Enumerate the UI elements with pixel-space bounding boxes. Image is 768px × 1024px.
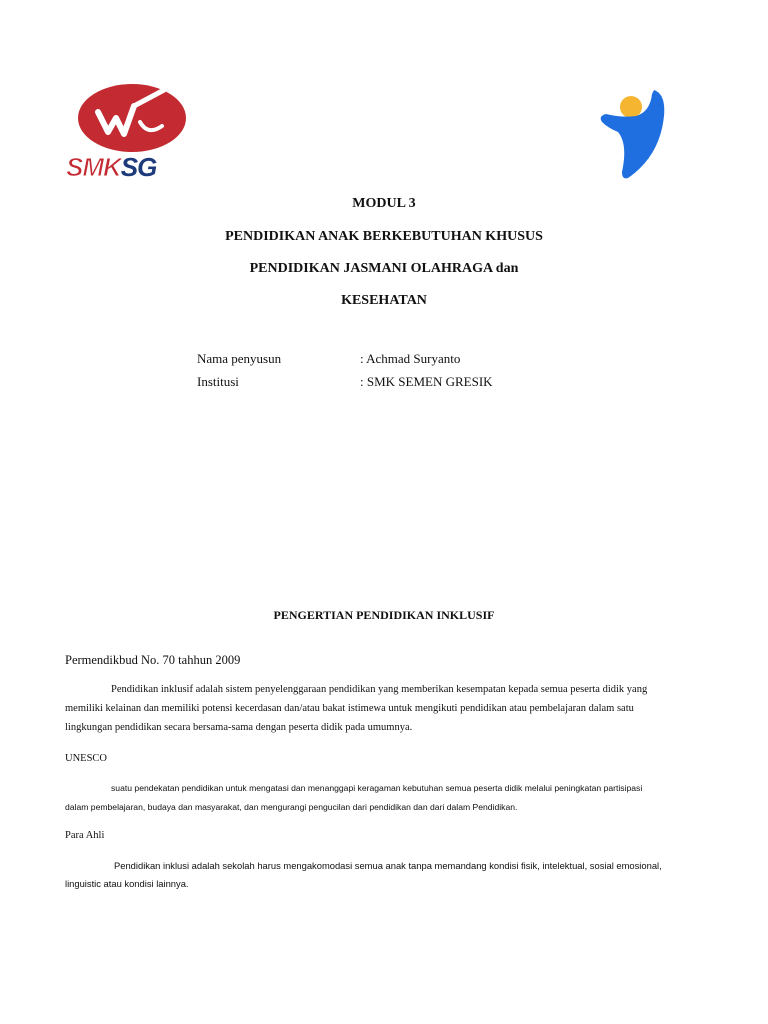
para-ahli-line-2: linguistic atau kondisi lainnya. — [65, 878, 189, 889]
smksg-wordmark-smk: SMK — [66, 152, 121, 182]
header-line-1: PENDIDIKAN ANAK BERKEBUTUHAN KHUSUS — [225, 229, 543, 244]
author-label: Nama penyusun — [197, 351, 282, 366]
smksg-wordmark-sg: SG — [120, 152, 157, 182]
figure-logo — [598, 86, 670, 182]
smksg-logo — [64, 82, 196, 184]
permendikbud-line-3: lingkungan pendidikan secara bersama-sama dengan peserta didik pada umumnya. — [65, 722, 413, 733]
section-title: PENGERTIAN PENDIDIKAN INKLUSIF — [273, 608, 495, 622]
unesco-heading: UNESCO — [65, 753, 108, 764]
unesco-line-1: suatu pendekatan pendidikan untuk mengatasi dan menanggapi keragaman kebutuhan semua peserta didik melalui peningkatan partisipasi — [111, 783, 643, 793]
header-line-2: PENDIDIKAN JASMANI OLAHRAGA dan — [249, 261, 519, 276]
permendikbud-line-1: Pendidikan inklusif adalah sistem penyelenggaraan pendidikan yang memberikan kesempatan kepada semua peserta didik yang — [111, 684, 648, 695]
institution-label: Institusi — [197, 374, 239, 389]
permendikbud-line-2: memiliki kelainan dan memiliki potensi kecerdasan dan/atau bakat istimewa untuk mengikuti pendidikan atau pembelajaran dalam satu — [65, 703, 634, 714]
institution-value: : SMK SEMEN GRESIK — [360, 374, 493, 389]
para-ahli-heading: Para Ahli — [65, 830, 105, 841]
permendikbud-heading: Permendikbud No. 70 tahhun 2009 — [65, 653, 241, 667]
figure-logo-graphic — [598, 86, 670, 182]
header-line-3: KESEHATAN — [341, 293, 427, 308]
modul-title: MODUL 3 — [352, 196, 416, 211]
para-ahli-line-1: Pendidikan inklusi adalah sekolah harus mengakomodasi semua anak tanpa memandang kondisi fisik, intelektual, sosial emosional, — [114, 860, 662, 871]
author-value: : Achmad Suryanto — [360, 351, 461, 366]
unesco-line-2: dalam pembelajaran, budaya dan masyarakat, dan mengurangi pengucilan dari pendidikan dan dari dalam Pendidikan. — [65, 802, 518, 812]
smksg-wordmark — [66, 152, 156, 183]
